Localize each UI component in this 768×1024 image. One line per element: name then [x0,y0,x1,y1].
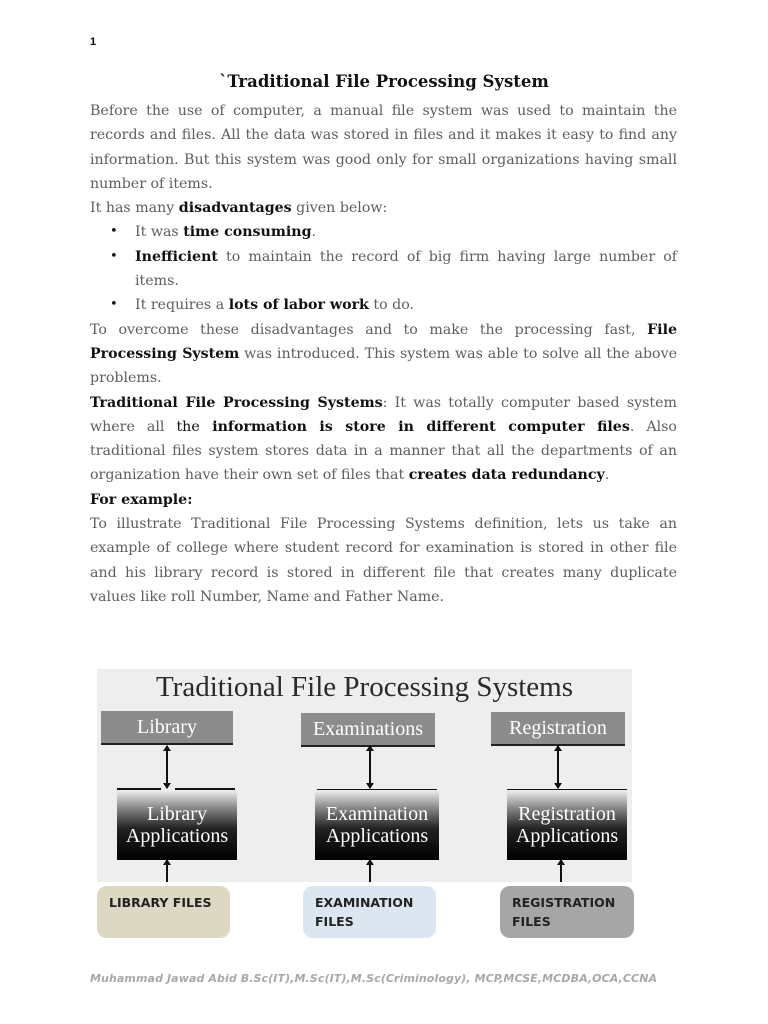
document-body [90,99,677,609]
file-label: EXAMINATION [315,895,414,910]
library-applications-box [117,790,237,860]
paragraph-disadvantages: It has many disadvantages given below: [90,200,388,217]
list-item: • Inefficient to maintain the record of big firm having large number of items. [135,245,677,294]
library-link-arrow [166,746,168,788]
disadvantages-list [90,220,677,317]
file-label: FILES [512,914,551,929]
examinations-box: Examinations [301,713,435,747]
examination-files-box [303,886,436,938]
page-title: `Traditional File Processing System [219,72,549,91]
library-files-box [97,886,230,938]
author-footer: Muhammad Jawad Abid B.Sc(IT),M.Sc(IT),M.Sc(Criminology), MCP,MCSE,MCDBA,OCA,CCNA [90,972,658,985]
registration-files-arrow [560,860,562,882]
list-item: • It requires a lots of labor work to do. [135,293,677,317]
file-processing-diagram [97,669,632,882]
examination-link-arrow [369,746,371,788]
registration-files-box [500,886,634,938]
paragraph-intro: Before the use of computer, a manual file system was used to maintain the records and files. All the data was stored in files and it makes it easy to find any information. But this system was good only for small organizations having small number of items. [90,103,677,192]
examination-files-arrow [369,860,371,882]
file-label: FILES [315,914,354,929]
app-line: Registration [518,803,616,825]
app-line: Applications [325,825,429,847]
diagram-title: Traditional File Processing Systems [155,671,574,703]
app-line: Applications [515,825,619,847]
paragraph-example: To illustrate Traditional File Processing Systems definition, lets us take an example of college where student record for examination is stored in other file and his library record is stored in different file that creates many duplicate values like roll Number, Name and Father Name. [90,516,677,605]
paragraph-definition: Traditional File Processing Systems: It was totally computer based system where all the information is store in different computer files. Also traditional files system stores data in a manner that all the departments of an organization have their own set of files that creates data redundancy. [90,394,677,484]
examination-applications-box [315,790,439,860]
file-label: REGISTRATION [512,895,616,910]
paragraph-overcome: To overcome these disadvantages and to make the processing fast, File Processing System was introduced. This system was able to solve all the above problems. [90,321,677,387]
library-files-arrow [166,860,168,882]
registration-applications-box [507,790,627,860]
file-label: LIBRARY FILES [109,895,212,910]
app-line: Examination [325,803,429,825]
page-number: 1 [90,36,97,48]
registration-box: Registration [491,712,625,746]
app-line: Library [147,803,207,825]
library-box: Library [101,711,233,745]
registration-link-arrow [557,746,559,788]
app-line: Applications [125,825,229,847]
list-item: • It was time consuming. [135,220,677,244]
paragraph-example-heading: For example: [90,491,193,508]
